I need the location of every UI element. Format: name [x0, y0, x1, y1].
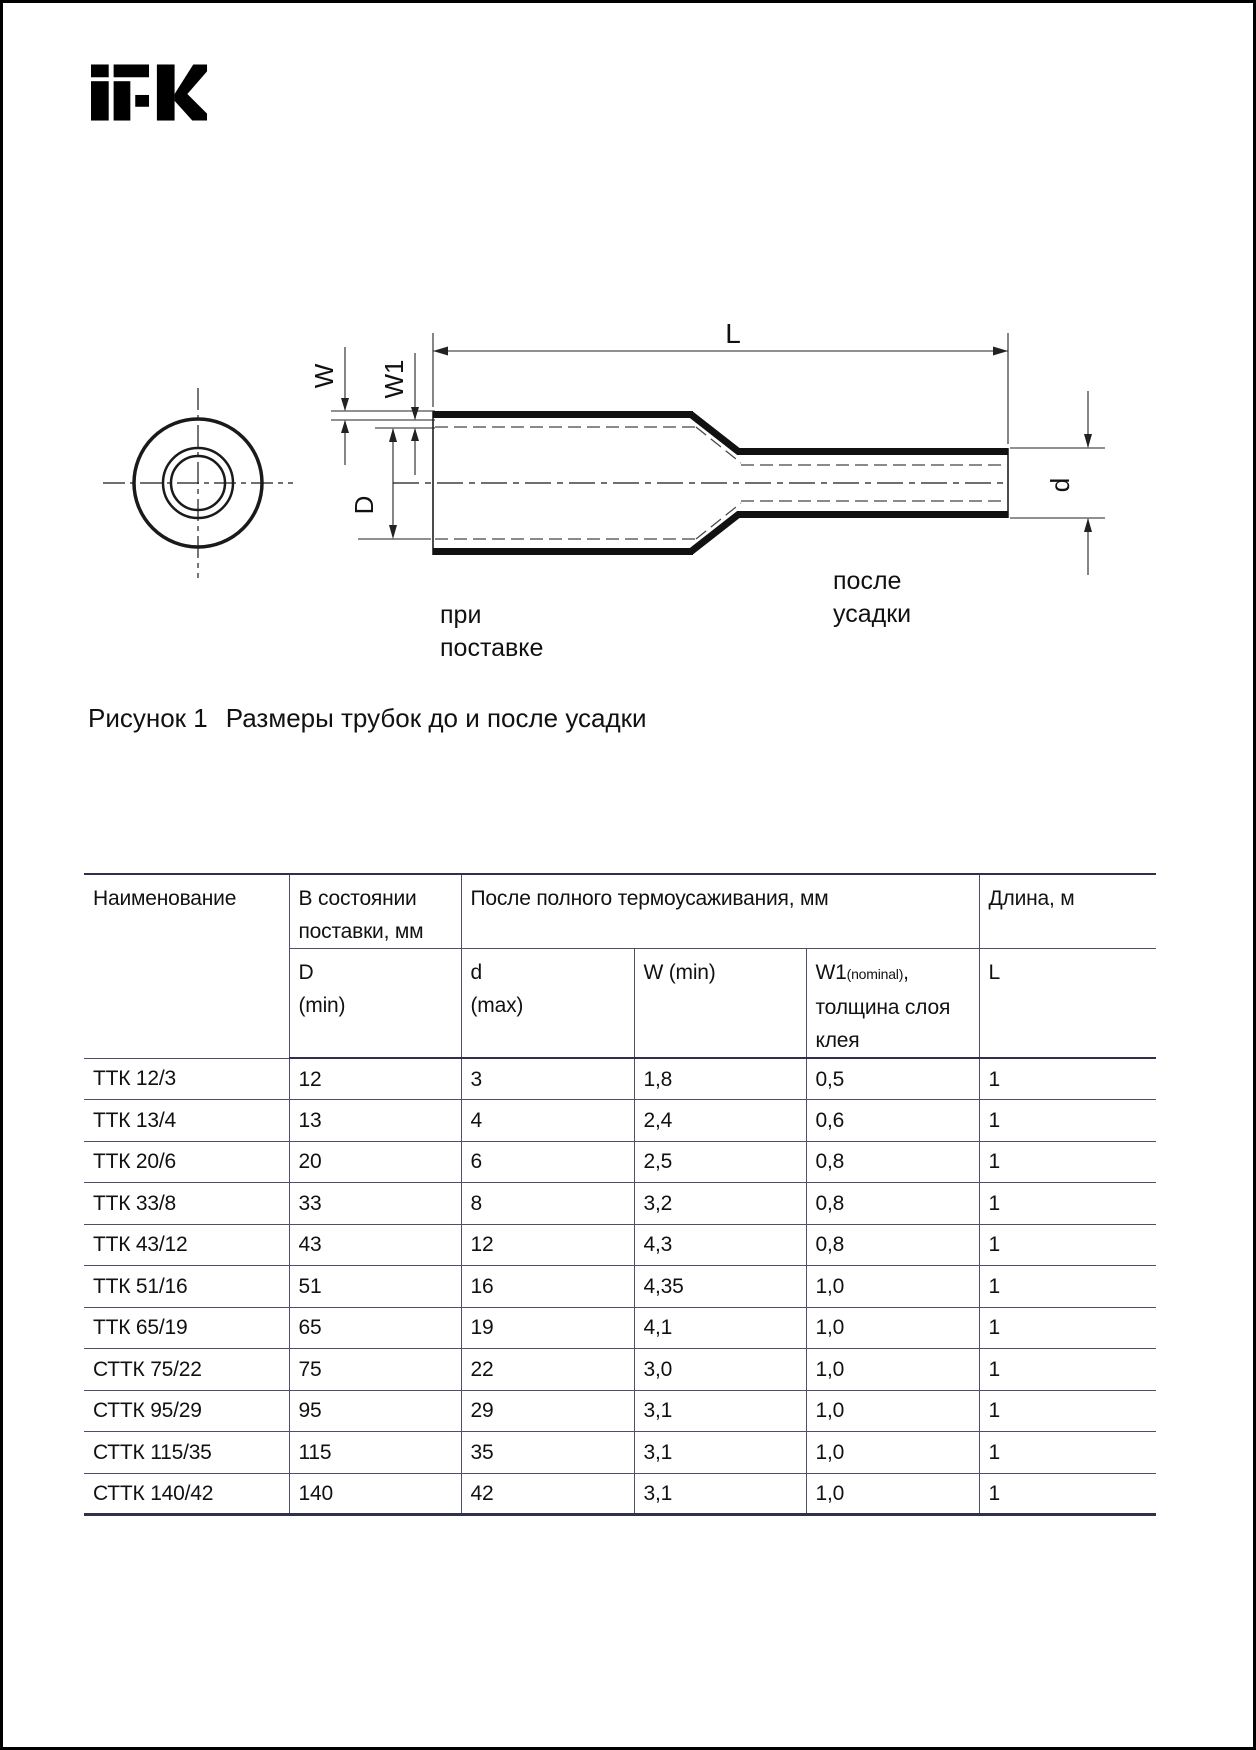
- header-after-shrink: После полного термоусаживания, мм: [461, 874, 979, 949]
- label-after-line1: после: [833, 567, 902, 595]
- cell-W1-nominal: 0,6: [806, 1100, 979, 1142]
- cell-W-min: 2,4: [634, 1100, 806, 1142]
- cell-L: 1: [979, 1224, 1156, 1266]
- table-row: [84, 1390, 1156, 1432]
- dim-W: [341, 347, 349, 465]
- cell-D-min: 95: [289, 1390, 461, 1432]
- logo-i-stem: [91, 81, 109, 120]
- table-row: [84, 1100, 1156, 1142]
- cell-D-min: 65: [289, 1307, 461, 1349]
- cell-L: 1: [979, 1473, 1156, 1515]
- cell-W-min: 3,1: [634, 1390, 806, 1432]
- table-row: [84, 1307, 1156, 1349]
- cell-name: СТТК 95/29: [84, 1390, 289, 1432]
- logo-e-mid: [135, 95, 149, 107]
- table-row: [84, 1141, 1156, 1183]
- cell-d-max: 19: [461, 1307, 634, 1349]
- cell-name: ТТК 43/12: [84, 1224, 289, 1266]
- cell-W-min: 4,35: [634, 1266, 806, 1308]
- header-delivery: В состоянии поставки, мм: [289, 874, 461, 949]
- cell-D-min: 33: [289, 1183, 461, 1225]
- table-row: [84, 1473, 1156, 1515]
- cell-W-min: 2,5: [634, 1141, 806, 1183]
- cell-D-min: 51: [289, 1266, 461, 1308]
- label-after-line2: усадки: [833, 600, 912, 628]
- cell-W-min: 3,2: [634, 1183, 806, 1225]
- cell-d-max: 16: [461, 1266, 634, 1308]
- cell-W1-nominal: 1,0: [806, 1432, 979, 1474]
- cell-D-min: 12: [289, 1058, 461, 1100]
- logo-e-stem: [114, 81, 131, 120]
- dim-label-W1: W1: [379, 359, 409, 399]
- cell-L: 1: [979, 1390, 1156, 1432]
- subheader-W1: W1(nominal), толщина слоя клея: [806, 949, 979, 1059]
- logo-e-top: [114, 64, 149, 77]
- figure-caption-title: Размеры трубок до и после усадки: [225, 703, 647, 733]
- cell-name: ТТК 51/16: [84, 1266, 289, 1308]
- dim-label-D: D: [349, 495, 379, 515]
- tube-cross-section: [103, 388, 293, 578]
- cell-W-min: 4,3: [634, 1224, 806, 1266]
- cell-d-max: 42: [461, 1473, 634, 1515]
- label-delivery-line1: при: [440, 601, 482, 629]
- cell-D-min: 13: [289, 1100, 461, 1142]
- cell-W1-nominal: 0,5: [806, 1058, 979, 1100]
- cell-W1-nominal: 1,0: [806, 1473, 979, 1515]
- cell-W1-nominal: 1,0: [806, 1266, 979, 1308]
- table-row: [84, 1432, 1156, 1474]
- cell-name: ТТК 20/6: [84, 1141, 289, 1183]
- dimensions-table-wrapper: [84, 873, 1156, 1516]
- cell-W-min: 3,1: [634, 1432, 806, 1474]
- cell-name: ТТК 12/3: [84, 1058, 289, 1100]
- cell-name: ТТК 13/4: [84, 1100, 289, 1142]
- table-row: [84, 1266, 1156, 1308]
- cell-W1-nominal: 1,0: [806, 1390, 979, 1432]
- figure-caption-number: Рисунок 1: [88, 703, 208, 733]
- table-row: [84, 1058, 1156, 1100]
- cell-L: 1: [979, 1058, 1156, 1100]
- table-body: [84, 1058, 1156, 1515]
- dim-label-W: W: [309, 363, 339, 389]
- cell-W-min: 3,0: [634, 1349, 806, 1391]
- subheader-L: L: [979, 949, 1156, 1059]
- cell-d-max: 6: [461, 1141, 634, 1183]
- cell-W1-nominal: 0,8: [806, 1141, 979, 1183]
- table-row: [84, 1224, 1156, 1266]
- cell-name: ТТК 65/19: [84, 1307, 289, 1349]
- subheader-d: d (max): [461, 949, 634, 1059]
- cell-W1-nominal: 0,8: [806, 1224, 979, 1266]
- cell-W1-nominal: 1,0: [806, 1349, 979, 1391]
- figure-diagram: [63, 313, 1203, 683]
- cell-D-min: 75: [289, 1349, 461, 1391]
- cell-d-max: 12: [461, 1224, 634, 1266]
- header-length: Длина, м: [979, 874, 1156, 949]
- cell-d-max: 4: [461, 1100, 634, 1142]
- logo-k-upper-arm: [175, 64, 207, 94]
- cell-L: 1: [979, 1307, 1156, 1349]
- dimensions-table: [84, 873, 1156, 1516]
- subheader-D: D (min): [289, 949, 461, 1059]
- table-row: [84, 1183, 1156, 1225]
- logo-i-dot: [91, 64, 109, 77]
- subheader-W: W (min): [634, 949, 806, 1059]
- table-row: [84, 1349, 1156, 1391]
- label-delivery-line2: поставке: [440, 634, 544, 662]
- cell-name: СТТК 140/42: [93, 1481, 214, 1505]
- cell-L: 1: [979, 1432, 1156, 1474]
- cell-D-min: 140: [289, 1473, 461, 1515]
- cell-name: СТТК 115/35: [84, 1432, 289, 1474]
- cell-W1-nominal: 1,0: [806, 1307, 979, 1349]
- cell-d-max: 22: [461, 1349, 634, 1391]
- cell-W-min: 1,8: [634, 1058, 806, 1100]
- cell-d-max: 35: [461, 1432, 634, 1474]
- cell-name: ТТК 33/8: [84, 1183, 289, 1225]
- cell-L: 1: [979, 1141, 1156, 1183]
- cell-L: 1: [979, 1183, 1156, 1225]
- cell-L: 1: [979, 1349, 1156, 1391]
- dim-label-L: L: [725, 318, 741, 349]
- iek-logo: [91, 64, 209, 122]
- cell-D-min: 115: [289, 1432, 461, 1474]
- dim-W1: [411, 353, 419, 475]
- logo-k-stem: [157, 64, 175, 120]
- cell-W-min: 4,1: [634, 1307, 806, 1349]
- logo-k-lower-arm: [175, 94, 207, 121]
- cell-name: СТТК 75/22: [84, 1349, 289, 1391]
- cell-d-max: 3: [461, 1058, 634, 1100]
- cell-d-max: 29: [461, 1390, 634, 1432]
- cell-D-min: 43: [289, 1224, 461, 1266]
- figure-caption: [88, 703, 647, 734]
- cell-W1-nominal: 0,8: [806, 1183, 979, 1225]
- cell-L: 1: [979, 1100, 1156, 1142]
- cell-L: 1: [979, 1266, 1156, 1308]
- cell-d-max: 8: [461, 1183, 634, 1225]
- header-name: Наименование: [84, 874, 289, 1058]
- cell-D-min: 20: [289, 1141, 461, 1183]
- dim-label-d: d: [1045, 477, 1075, 493]
- cell-W-min: 3,1: [634, 1473, 806, 1515]
